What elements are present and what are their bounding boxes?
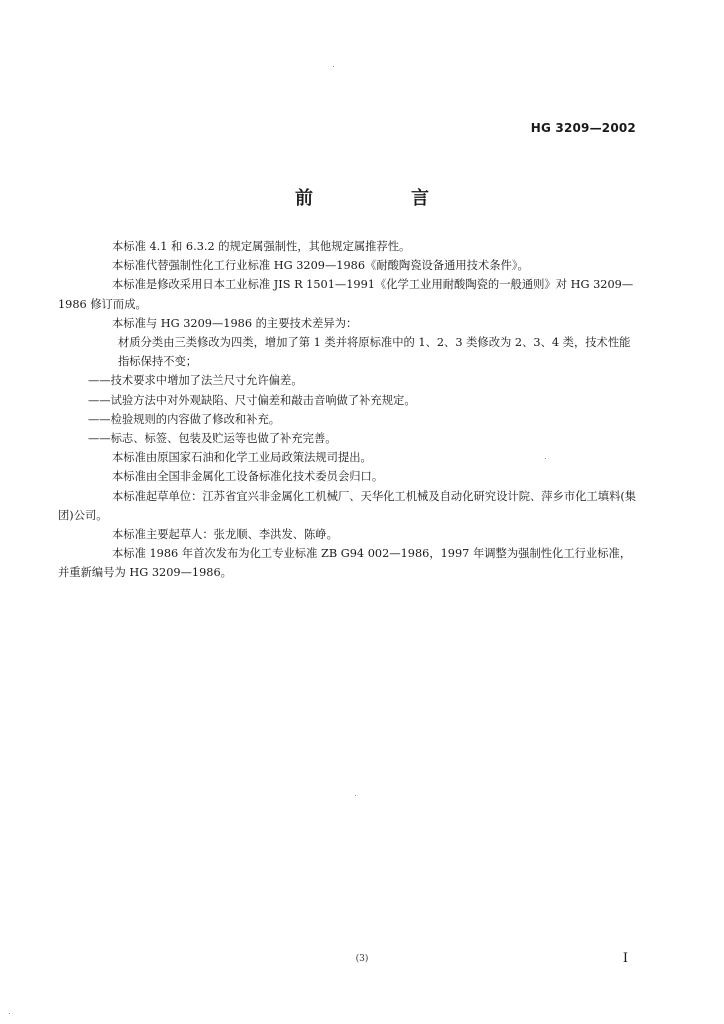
scan-speck — [9, 1013, 10, 1014]
scan-speck — [355, 795, 356, 796]
page-number: I — [622, 951, 628, 966]
paragraph-proposed-by: 本标准由原国家石油和化学工业局政策法规司提出。 — [112, 451, 372, 465]
paragraph-managed-by: 本标准由全国非金属化工设备标准化技术委员会归口。 — [112, 470, 384, 484]
paragraph-differences-intro: 本标准与 HG 3209—1986 的主要技术差异为： — [112, 316, 358, 330]
difference-item-flange: ——技术要求中增加了法兰尺寸允许偏差。 — [88, 374, 303, 388]
scan-speck — [545, 458, 546, 459]
difference-item-material: 材质分类由三类修改为四类，增加了第 1 类并将原标准中的 1、2、3 类修改为 2、3、4 类，技术性能指标保持不变； — [118, 336, 631, 369]
foreword-body — [58, 237, 640, 583]
paragraph-adoption: 本标准是修改采用日本工业标准 JIS R 1501—1991《化学工业用耐酸陶瓷的一般通则》对 HG 3209—1986 修订而成。 — [58, 278, 634, 311]
scan-speck — [333, 66, 334, 67]
paragraph-drafting-units: 本标准起草单位：江苏省宜兴非金属化工机械厂、天华化工机械及自动化研究设计院、萍乡市化工填料(集团)公司。 — [58, 489, 637, 522]
paragraph-drafters: 本标准主要起草人：张龙顺、李洪发、陈峥。 — [112, 528, 338, 542]
paragraph-replaces: 本标准代替强制性化工行业标准 HG 3209—1986《耐酸陶瓷设备通用技术条件》。 — [112, 259, 529, 273]
difference-item-test-method: ——试验方法中对外观缺陷、尺寸偏差和敲击音响做了补充规定。 — [88, 393, 416, 407]
difference-item-marking: ——标志、标签、包装及贮运等也做了补充完善。 — [88, 432, 337, 446]
page-code: (3) — [355, 954, 369, 964]
difference-item-inspection: ——检验规则的内容做了修改和补充。 — [88, 412, 281, 426]
paragraph-history: 本标准 1986 年首次发布为化工专业标准 ZB G94 002—1986，1997 年调整为强制性化工行业标准，并重新编号为 HG 3209—1986。 — [58, 547, 632, 580]
standard-code: HG 3209—2002 — [530, 121, 636, 135]
paragraph-mandatory-clauses: 本标准 4.1 和 6.3.2 的规定属强制性，其他规定属推荐性。 — [112, 240, 411, 253]
page-title: 前 言 — [295, 188, 469, 209]
